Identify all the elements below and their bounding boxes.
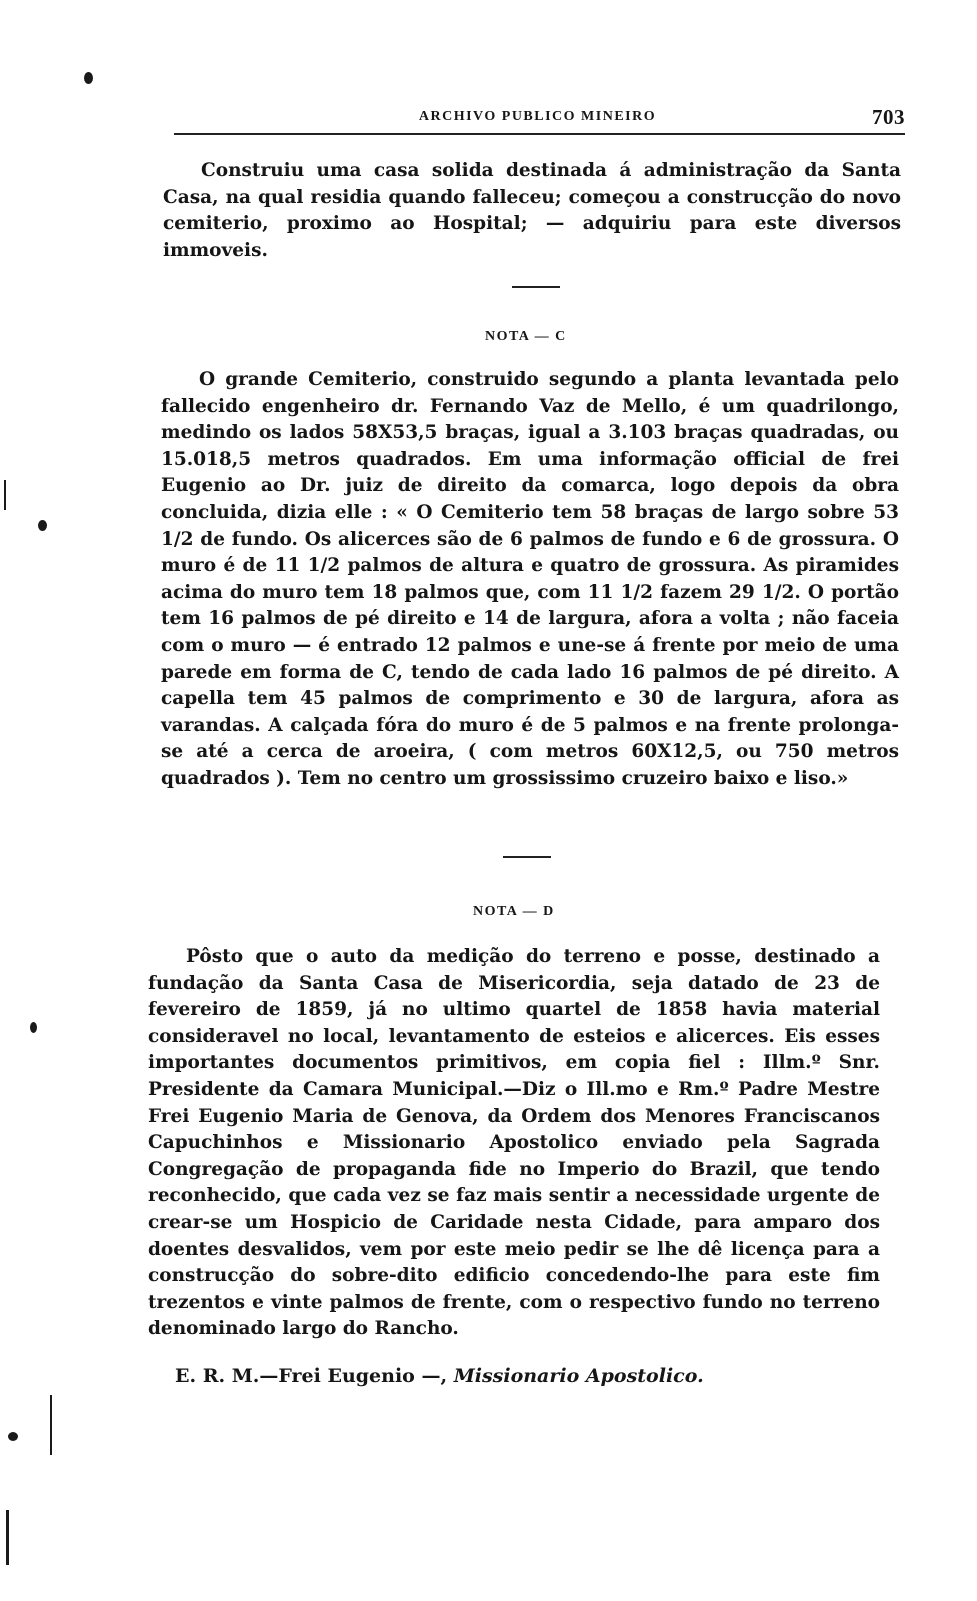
scan-edge-mark — [4, 480, 6, 510]
running-title: ARCHIVO PUBLICO MINEIRO — [418, 109, 657, 124]
header-rule — [174, 133, 905, 135]
section-divider — [503, 856, 551, 858]
scan-edge-mark — [6, 1510, 9, 1565]
signature-line — [175, 1365, 704, 1387]
nota-d-heading: NOTA — D — [473, 904, 555, 919]
intro-paragraph: Construiu uma casa solida destinada á administração da Santa Casa, na qual residia quando falleceu; começou a construcção do novo cemiterio, proximo ao Hospital; — adquiriu para este diversos immoveis. — [163, 160, 901, 261]
nota-d-paragraph: Pôsto que o auto da medição do terreno e posse, destinado a fundação da Santa Casa de Misericordia, seja datado de 23 de fevereiro de 1859, já no ultimo quartel de 1858 havia material consideravel no local, levantamento de esteios e alicerces. Eis esses importantes documentos primitivos, em copia fiel : Illm.º Snr. Presidente da Camara Municipal.—Diz o Ill.mo e Rm.º Padre Mestre Frei Eugenio Maria de Genova, da Ordem dos Menores Franciscanos Capuchinhos e Missionario Apostolico enviado pela Sagrada Congregação de propaganda fide no Imperio do Brazil, que tendo reconhecido, que cada vez se faz mais sentir a necessidade urgente de crear-se um Hospicio de Caridade nesta Cidade, para amparo dos doentes desvalidos, vem por este meio pedir se lhe dê licença para a construcção do sobre-dito edificio concedendo-lhe para este fim trezentos e vinte palmos de frente, com o respectivo fundo no terreno denominado largo do Rancho. — [148, 946, 880, 1340]
scan-speck — [8, 1432, 18, 1441]
scan-edge-mark — [50, 1395, 52, 1455]
scan-speck — [84, 72, 93, 84]
scan-speck — [38, 520, 47, 531]
scan-speck — [30, 1022, 37, 1033]
signature-title: Missionario Apostolico. — [453, 1365, 704, 1387]
nota-c-paragraph: O grande Cemiterio, construido segundo a planta levantada pelo fallecido engenheiro dr. Fernando Vaz de Mello, é um quadrilongo, medindo os lados 58X53,5 braças, igual a 3.103 braças quadradas, ou 15.018,5 metros quadrados. Em uma informação official de frei Eugenio ao Dr. juiz de direito da comarca, logo depois da obra concluida, dizia elle : « O Cemiterio tem 58 braças de largo sobre 53 1/2 de fundo. Os alicerces são de 6 palmos de fundo e 6 de grossura. O muro é de 11 1/2 palmos de altura e quatro de grossura. As piramides acima do muro tem 18 palmos que, com 11 1/2 fazem 29 1/2. O portão tem 16 palmos de pé direito e 14 de largura, afora a volta ; não faceia com o muro — é entrado 12 palmos e une-se á frente por meio de uma parede em forma de C, tendo de cada lado 16 palmos de pé direito. A capella tem 45 palmos de comprimento e 30 de largura, afora as varandas. A calçada fóra do muro é de 5 palmos e na frente prolonga-se até a cerca de aroeira, ( com metros 60X12,5, ou 750 metros quadrados ). Tem no centro um grossissimo cruzeiro baixo e liso.» — [161, 369, 899, 789]
signature-initials: E. R. M.—Frei Eugenio —, — [175, 1365, 448, 1387]
running-head — [170, 105, 905, 141]
page-number: 703 — [872, 105, 905, 129]
section-divider — [512, 286, 560, 288]
nota-c-heading: NOTA — C — [485, 329, 567, 344]
